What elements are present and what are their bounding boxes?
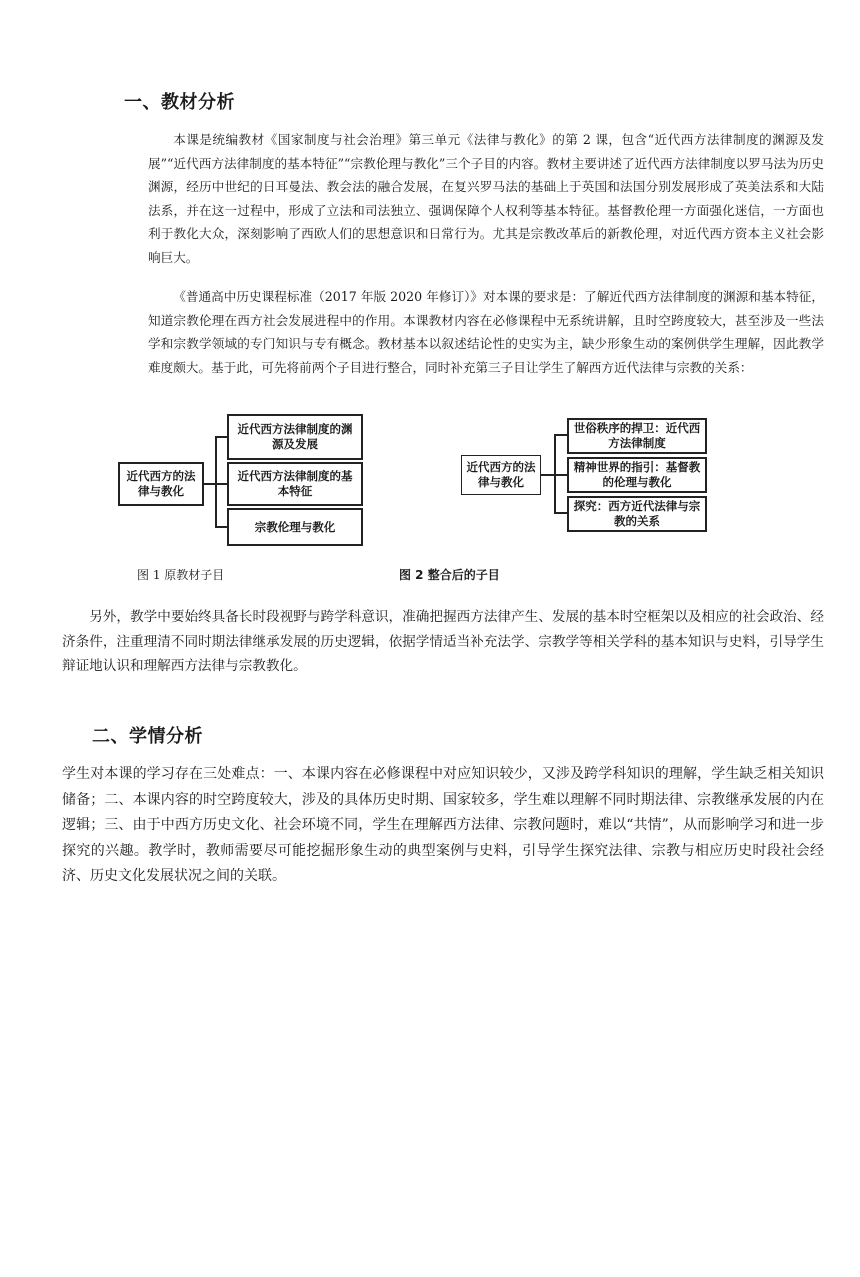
figure2-child-box: 探究：西方近代法律与宗教的关系 (567, 496, 707, 532)
figure1-child-box: 近代西方法律制度的渊源及发展 (227, 414, 363, 460)
figure2-root-box: 近代西方的法律与教化 (461, 455, 541, 495)
figure2-connector (554, 434, 567, 436)
figure1-connector (215, 526, 227, 528)
figure1-connector (215, 436, 227, 438)
figure2-child-box: 世俗秩序的捍卫：近代西方法律制度 (567, 418, 707, 454)
figure2-connector (554, 512, 567, 514)
paragraph-textbook-intro: 本课是统编教材《国家制度与社会治理》第三单元《法律与教化》的第 2 课，包含“近代西方法律制度的渊源及发展”“近代西方法律制度的基本特征”“宗教伦理与教化”三个子目的内容。教材主要讲述了近代西方法律制度以罗马法为历史渊源，经历中世纪的日耳曼法、教会法的融合发展，在复兴罗马法的基础上于英国和法国分别发展形成了英美法系和大陆法系，并在这一过程中，形成了立法和司法独立、强调保障个人权利等基本特征。基督教伦理一方面强化迷信，一方面也利于教化大众，深刻影响了西欧人们的思想意识和日常行为。尤其是宗教改革后的新教伦理，对近代西方资本主义社会影响巨大。 (148, 132, 824, 265)
figure1-bracket (215, 436, 217, 528)
figure2-connector (541, 474, 555, 476)
paragraph-curriculum-standard: 《普通高中历史课程标准（2017 年版 2020 年修订）》对本课的要求是：了解近代西方法律制度的渊源和基本特征，知道宗教伦理在西方社会发展进程中的作用。本课教材内容在必修课程中无系统讲解，且时空跨度较大，甚至涉及一些法学和宗教学领域的专门知识与专有概念。教材基本以叙述结论性的史实为主，缺少形象生动的案例供学生理解，因此教学难度颇大。基于此，可先将前两个子目进行整合，同时补充第三子目让学生了解西方近代法律与宗教的关系： (148, 289, 824, 375)
figure2-caption: 图 2 整合后的子目 (399, 568, 500, 582)
figure1-root-box: 近代西方的法律与教化 (118, 462, 204, 506)
paragraph-student-difficulties: 学生对本课的学习存在三处难点：一、本课内容在必修课程中对应知识较少，又涉及跨学科知识的理解，学生缺乏相关知识储备；二、本课内容的时空跨度较大，涉及的具体历史时期、国家较多，学生难以理解不同时期法律、宗教继承发展的内在逻辑；三、由于中西方历史文化、社会环境不同，学生在理解西方法律、宗教问题时，难以“共情”，从而影响学习和进一步探究的兴趣。教学时，教师需要尽可能挖掘形象生动的典型案例与史料，引导学生探究法律、宗教与相应历史时段社会经济、历史文化发展状况之间的关联。 (62, 766, 824, 884)
figure2-child-box: 精神世界的指引：基督教的伦理与教化 (567, 457, 707, 493)
figure1-child-box: 近代西方法律制度的基本特征 (227, 462, 363, 506)
figure1-child-box: 宗教伦理与教化 (227, 508, 363, 546)
figure1-caption: 图 1 原教材子目 (137, 568, 225, 582)
figure1-connector (215, 483, 227, 485)
section-heading-textbook-analysis: 一、教材分析 (124, 92, 235, 113)
paragraph-teaching-perspective: 另外，教学中要始终具备长时段视野与跨学科意识，准确把握西方法律产生、发展的基本时空框架以及相应的社会政治、经济条件，注重理清不同时期法律继承发展的历史逻辑，依据学情适当补充法学、宗教学等相关学科的基本知识与史料，引导学生辩证地认识和理解西方法律与宗教教化。 (62, 609, 824, 674)
section-heading-student-analysis: 二、学情分析 (92, 726, 203, 747)
figure2-connector (554, 474, 567, 476)
